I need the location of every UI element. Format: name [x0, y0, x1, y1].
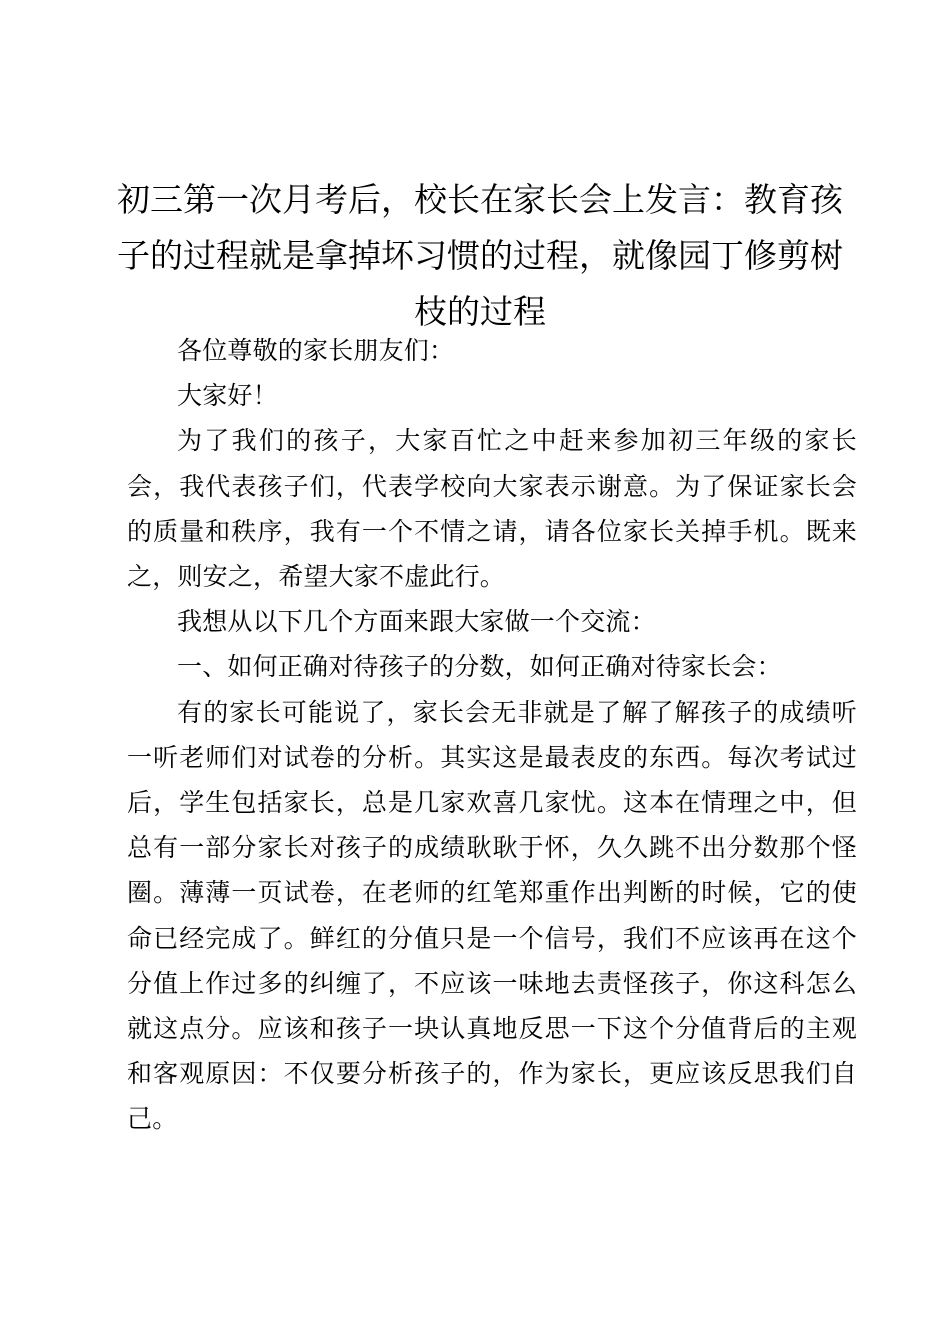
section-1-paragraph: 有的家长可能说了，家长会无非就是了解了解孩子的成绩听一听老师们对试卷的分析。其实这是最表皮的东西。每次考试过后，学生包括家长，总是几家欢喜几家忧。这本在情理之中，但总有一部分家长对孩子的成绩耿耿于怀，久久跳不出分数那个怪圈。薄薄一页试卷，在老师的红笔郑重作出判断的时候，它的使命已经完成了。鲜红的分值只是一个信号，我们不应该再在这个分值上作过多的纠缠了，不应该一味地去责怪孩子，你这科怎么就这点分。应该和孩子一块认真地反思一下这个分值背后的主观和客观原因：不仅要分析孩子的，作为家长，更应该反思我们自己。: [127, 697, 857, 1134]
agenda-paragraph: 我想从以下几个方面来跟大家做一个交流：: [177, 607, 656, 637]
salutation: 各位尊敬的家长朋友们：: [177, 336, 455, 365]
document-body: [127, 328, 857, 1142]
intro-paragraph: 为了我们的孩子，大家百忙之中赶来参加初三年级的家长会，我代表孩子们，代表学校向大家表示谢意。为了保证家长会的质量和秩序，我有一个不情之请，请各位家长关掉手机。既来之，则安之，希望大家不虚此行。: [127, 426, 857, 592]
section-heading-1: 一、如何正确对待孩子的分数，如何正确对待家长会：: [177, 652, 782, 682]
greeting: 大家好！: [177, 381, 278, 411]
document-title: 初三第一次月考后，校长在家长会上发言：教育孩子的过程就是拿掉坏习惯的过程，就像园丁修剪树枝的过程: [117, 180, 843, 331]
